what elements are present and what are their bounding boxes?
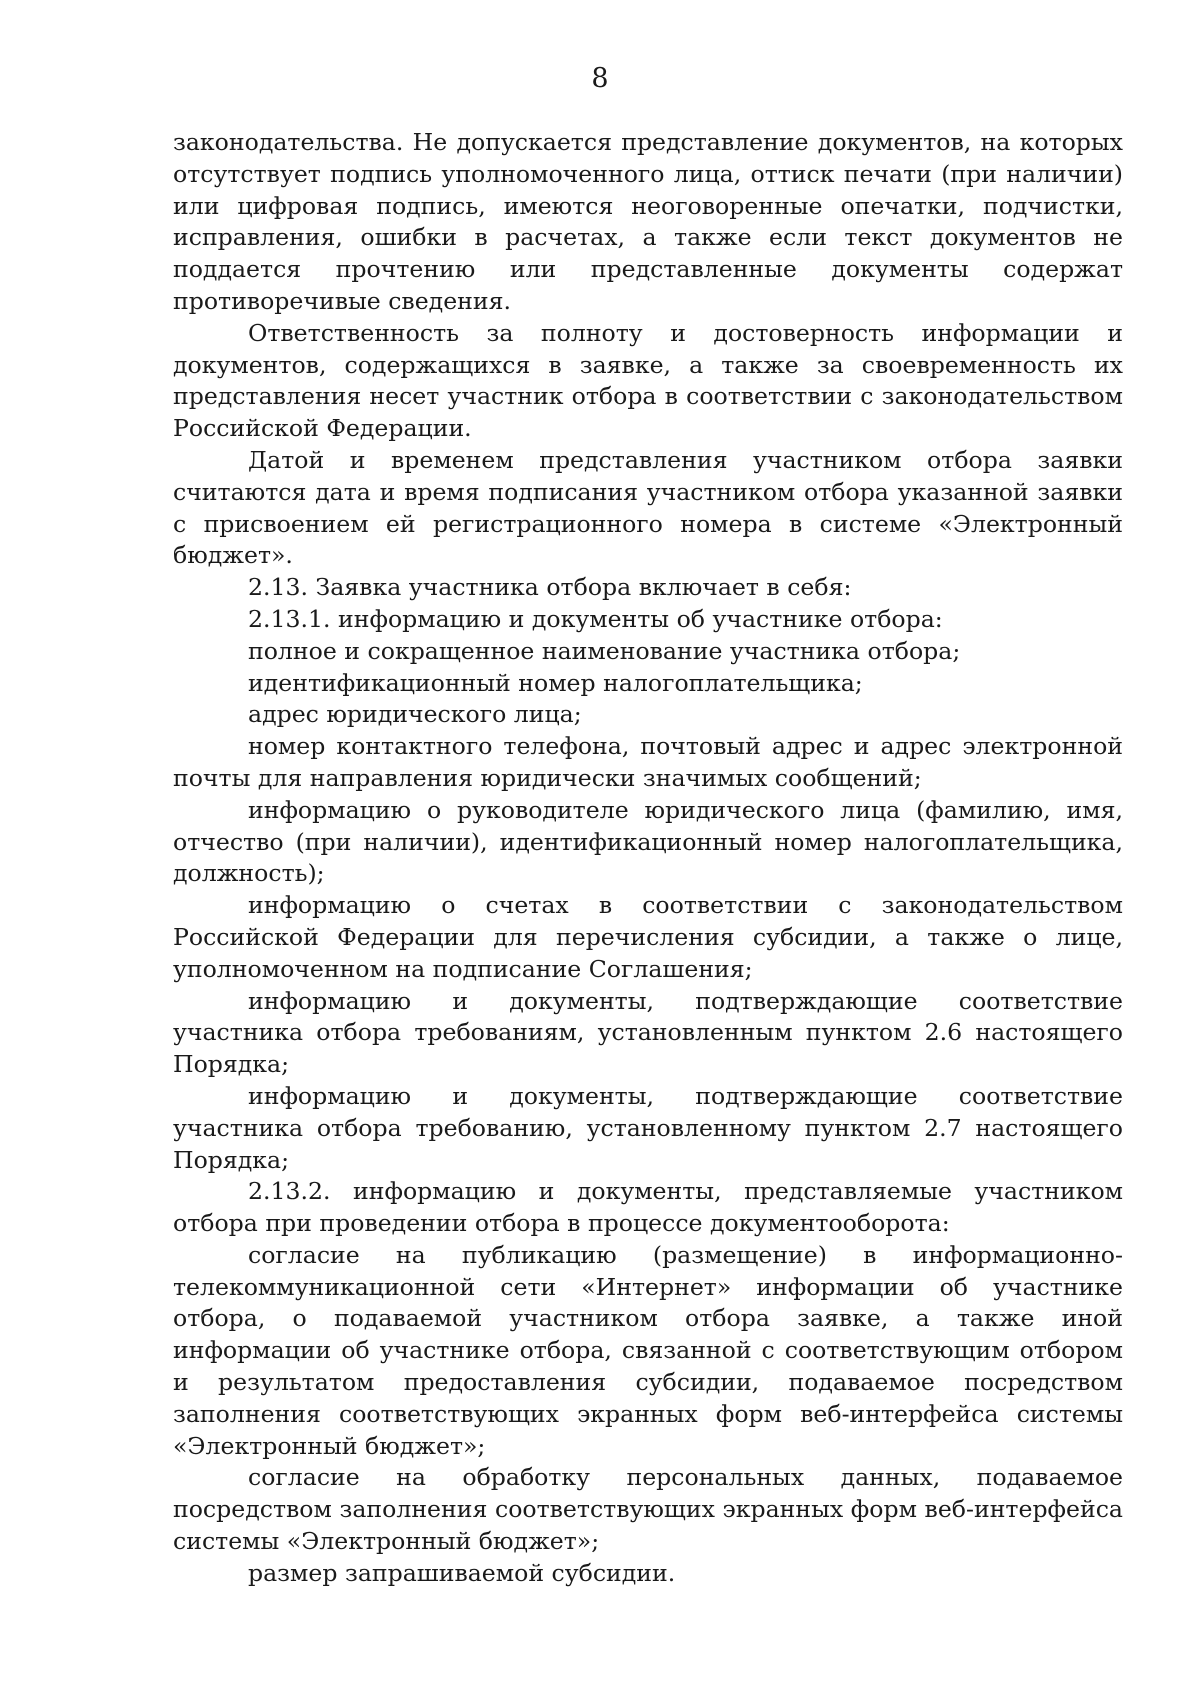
list-item-name: полное и сокращенное наименование участника отбора; — [248, 636, 961, 665]
list-item-contacts: номер контактного телефона, почтовый адрес и адрес электронной почты для направления юридически значимых сообщений; — [173, 732, 1123, 792]
document-body — [173, 127, 1123, 1590]
paragraph-continuation: законодательства. Не допускается представление документов, на которых отсутствует подпись уполномоченного лица, оттиск печати (при наличии) или цифровая подпись, имеются неоговоренные опечатки, подчистки, исправления, ошибки в расчетах, а также если текст документов не поддается прочтению или представленные документы содержат противоречивые сведения. — [173, 128, 1123, 315]
paragraph-responsibility: Ответственность за полноту и достоверность информации и документов, содержащихся в заявке, а также за своевременность их представления несет участник отбора в соответствии с законодательством Российской Федерации. — [173, 318, 1123, 443]
clause-2-13-1: 2.13.1. информацию и документы об участнике отбора: — [248, 604, 943, 633]
list-item-subsidy-amount: размер запрашиваемой субсидии. — [248, 1558, 676, 1587]
list-item-requirements-2-6: информацию и документы, подтверждающие соответствие участника отбора требованиям, установленным пунктом 2.6 настоящего Порядка; — [173, 986, 1123, 1079]
list-item-director: информацию о руководителе юридического лица (фамилию, имя, отчество (при наличии), идентификационный номер налогоплательщика, должность); — [173, 795, 1123, 888]
clause-2-13-2: 2.13.2. информацию и документы, представляемые участником отбора при проведении отбора в процессе документооборота: — [173, 1177, 1123, 1238]
list-item-publication-consent: согласие на публикацию (размещение) в информационно-телекоммуникационной сети «Интернет» информации об участнике отбора, о подаваемой участником отбора заявке, а также иной информации об участнике отбора, связанной с соответствующим отбором и результатом предоставления субсидии, подаваемое посредством заполнения соответствующих экранных форм веб-интерфейса системы «Электронный бюджет»; — [173, 1240, 1123, 1460]
list-item-inn: идентификационный номер налогоплательщика; — [248, 668, 863, 697]
list-item-accounts: информацию о счетах в соответствии с законодательством Российской Федерации для перечисления субсидии, а также о лице, уполномоченном на подписание Соглашения; — [173, 891, 1123, 983]
list-item-address: адрес юридического лица; — [248, 700, 582, 729]
list-item-requirement-2-7: информацию и документы, подтверждающие соответствие участника отбора требованию, установленному пунктом 2.7 настоящего Порядка; — [173, 1081, 1123, 1174]
list-item-personal-data-consent: согласие на обработку персональных данных, подаваемое посредством заполнения соответствующих экранных форм веб-интерфейса системы «Электронный бюджет»; — [173, 1463, 1123, 1556]
clause-2-13: 2.13. Заявка участника отбора включает в себя: — [248, 573, 852, 602]
paragraph-submission-date: Датой и временем представления участником отбора заявки считаются дата и время подписания участником отбора указанной заявки с присвоением ей регистрационного номера в системе «Электронный бюджет». — [173, 445, 1123, 570]
page-number: 8 — [591, 63, 609, 94]
